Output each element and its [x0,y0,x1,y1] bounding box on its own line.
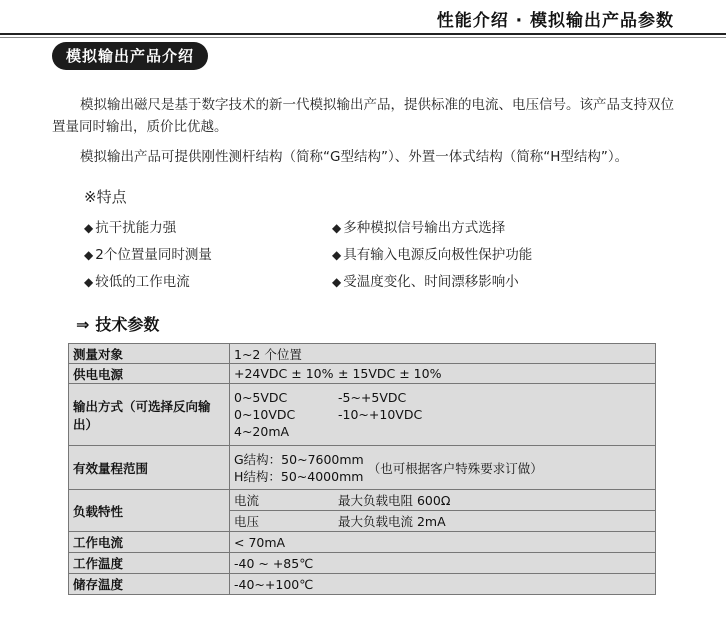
output-option: 0~5VDC [234,390,288,405]
load-value: 最大负载电阻 600Ω [338,493,451,508]
output-option: -5~+5VDC [338,390,407,405]
table-row [69,532,656,553]
row-value [230,364,656,384]
row-label: 工作温度 [69,553,230,574]
feature-item: ◆ 受温度变化、时间漂移影响小 [332,270,632,294]
feature-item: ◆ 抗干扰能力强 [84,216,332,240]
power-value-1: +24VDC ± 10% [234,366,334,381]
tech-params-title: 技术参数 [95,315,160,334]
tech-params-heading [76,312,159,335]
section-title-badge: 模拟输出产品介绍 [52,42,208,70]
page-header-title: 性能介绍 · 模拟输出产品参数 [436,11,674,31]
load-type: 电流 [234,493,260,508]
row-value [230,490,656,511]
intro-paragraph-2: 模拟输出产品可提供刚性测杆结构（简称“G型结构”）、外置一体式结构（简称“H型结构”）。 [80,149,629,165]
row-label: 储存温度 [69,574,230,595]
table-row [69,384,656,446]
table-row [69,574,656,595]
row-label: 输出方式（可选择反向输出） [69,384,230,446]
header-rule [0,33,726,35]
table-row [69,344,656,364]
row-label: 负载特性 [69,490,230,532]
row-value: -40~+100℃ [230,574,656,595]
spec-table [68,343,656,595]
feature-item: ◆ 具有输入电源反向极性保护功能 [332,243,632,267]
row-value [230,384,656,446]
feature-item: ◆ 较低的工作电流 [84,270,332,294]
power-value-2: ± 15VDC ± 10% [338,366,442,381]
load-type: 电压 [234,514,260,529]
table-row [69,490,656,511]
row-label: 测量对象 [69,344,230,364]
table-row [69,446,656,490]
row-value: < 70mA [230,532,656,553]
row-label: 有效量程范围 [69,446,230,490]
intro-paragraph-1: 模拟输出磁尺是基于数字技术的新一代模拟输出产品，提供标准的电流、电压信号。该产品支持双位置量同时输出，质价比优越。 [52,97,674,135]
table-row [69,364,656,384]
feature-item: ◆ 2个位置量同时测量 [84,243,332,267]
table-row [69,553,656,574]
row-value: 1~2 个位置 [230,344,656,364]
arrow-icon: ⇒ [76,315,90,334]
row-label: 供电电源 [69,364,230,384]
range-note: （也可根据客户特殊要求订做） [367,460,543,476]
features-heading: ※特点 [84,188,127,206]
row-value [230,446,656,490]
row-value: -40 ~ +85℃ [230,553,656,574]
feature-item: ◆ 多种模拟信号输出方式选择 [332,216,632,240]
row-value [230,511,656,532]
range-g: G结构：50~7600mm [234,451,364,467]
output-option: -10~+10VDC [338,407,423,422]
features-list [84,216,644,294]
output-option: 4~20mA [234,424,290,439]
output-option: 0~10VDC [234,407,296,422]
load-value: 最大负载电流 2mA [338,514,446,529]
range-h: H结构：50~4000mm [234,468,364,484]
row-label: 工作电流 [69,532,230,553]
header-rule-thin [0,37,726,38]
